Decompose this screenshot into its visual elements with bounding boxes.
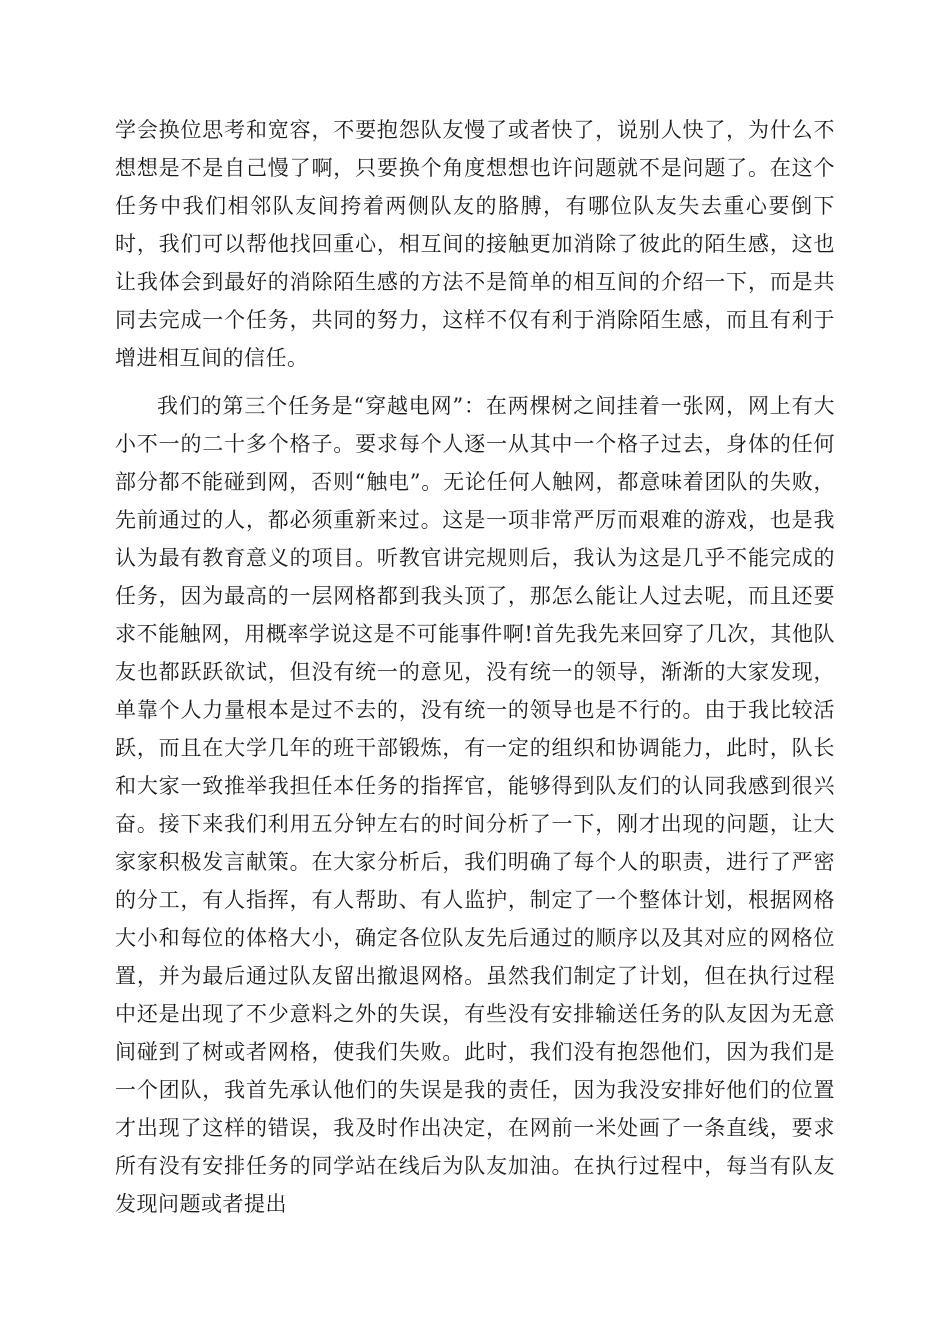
document-page: [115, 111, 835, 1223]
paragraph-third-task: 我们的第三个任务是“穿越电网”：在两棵树之间挂着一张网，网上有大小不一的二十多个格子。要求每个人逐一从其中一个格子过去，身体的任何部分都不能碰到网，否则“触电”。无论任何人触网，都意味着团队的失败，先前通过的人，都必须重新来过。这是一项非常严厉而艰难的游戏，也是我认为最有教育意义的项目。听教官讲完规则后，我认为这是几乎不能完成的任务，因为最高的一层网格都到我头顶了，那怎么能让人过去呢，而且还要求不能触网，用概率学说这是不可能事件啊!首先我先来回穿了几次，其他队友也都跃跃欲试，但没有统一的意见，没有统一的领导，渐渐的大家发现，单靠个人力量根本是过不去的，没有统一的领导也是不行的。由于我比较活跃，而且在大学几年的班干部锻炼，有一定的组织和协调能力，此时，队长和大家一致推举我担任本任务的指挥官，能够得到队友们的认同我感到很兴奋。接下来我们利用五分钟左右的时间分析了一下，刚才出现的问题，让大家家积极发言献策。在大家分析后，我们明确了每个人的职责，进行了严密的分工，有人指挥，有人帮助、有人监护，制定了一个整体计划，根据网格大小和每位的体格大小，确定各位队友先后通过的顺序以及其对应的网格位置，并为最后通过队友留出撤退网格。虽然我们制定了计划，但在执行过程中还是出现了不少意料之外的失误，有些没有安排输送任务的队友因为无意间碰到了树或者网格，使我们失败。此时，我们没有抱怨他们，因为我们是一个团队，我首先承认他们的失误是我的责任，因为我没安排好他们的位置才出现了这样的错误，我及时作出决定，在网前一米处画了一条直线，要求所有没有安排任务的同学站在线后为队友加油。在执行过程中，每当有队友发现问题或者提出: [115, 394, 835, 1216]
paragraph-continued: 学会换位思考和宽容，不要抱怨队友慢了或者快了，说别人快了，为什么不想想是不是自己慢了啊，只要换个角度想想也许问题就不是问题了。在这个任务中我们相邻队友间挎着两侧队友的胳膊，有哪位队友失去重心要倒下时，我们可以帮他找回重心，相互间的接触更加消除了彼此的陌生感，这也让我体会到最好的消除陌生感的方法不是简单的相互间的介绍一下，而是共同去完成一个任务，共同的努力，这样不仅有利于消除陌生感，而且有利于增进相互间的信任。: [115, 118, 835, 370]
